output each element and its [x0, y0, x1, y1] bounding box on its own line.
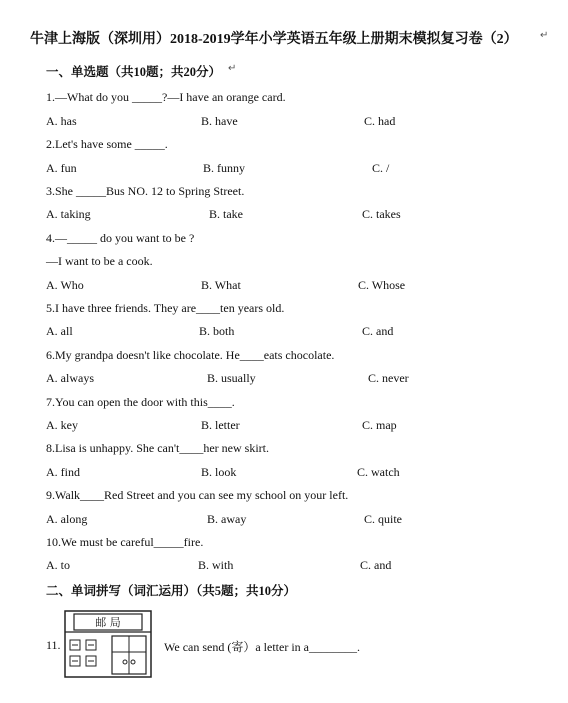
- sign-text: 邮 局: [95, 616, 121, 629]
- option-c: C. and: [362, 324, 394, 338]
- option-a: A. has: [46, 114, 77, 128]
- question-stem: 6.My grandpa doesn't like chocolate. He____eats chocolate.: [46, 348, 335, 362]
- option-b: B. letter: [201, 418, 240, 432]
- option-b: B. look: [201, 465, 237, 479]
- option-a: A. all: [46, 324, 73, 338]
- section-2-heading: 二、单词拼写（词汇运用）（共5题；共10分）: [46, 584, 297, 598]
- option-a: A. always: [46, 371, 94, 385]
- section-1-heading: 一、单选题（共10题；共20分）: [46, 65, 222, 79]
- question-stem: 1.—What do you _____?—I have an orange card.: [46, 90, 286, 104]
- option-c: C. takes: [362, 207, 401, 221]
- question-stem: 10.We must be careful_____fire.: [46, 535, 204, 549]
- option-a: A. key: [46, 418, 78, 432]
- return-mark: ↵: [228, 63, 237, 74]
- question-stem: 5.I have three friends. They are____ten years old.: [46, 301, 285, 315]
- option-a: A. fun: [46, 161, 77, 175]
- option-b: B. usually: [207, 371, 256, 385]
- option-c: C. and: [360, 558, 392, 572]
- option-c: C. quite: [364, 512, 402, 526]
- option-b: B. take: [209, 207, 243, 221]
- option-c: C. /: [372, 161, 390, 175]
- option-b: B. What: [201, 278, 241, 292]
- option-a: A. along: [46, 512, 88, 526]
- question-number: 11.: [46, 638, 61, 652]
- option-a: A. to: [46, 558, 70, 572]
- option-c: C. never: [368, 371, 409, 385]
- post-office-picture: [64, 610, 152, 678]
- option-c: C. Whose: [358, 278, 406, 292]
- question-stem-line-2: —I want to be a cook.: [46, 254, 153, 268]
- option-b: B. have: [201, 114, 238, 128]
- question-stem: 3.She _____Bus NO. 12 to Spring Street.: [46, 184, 245, 198]
- option-a: A. Who: [46, 278, 84, 292]
- option-c: C. watch: [357, 465, 400, 479]
- option-b: B. both: [199, 324, 235, 338]
- option-b: B. funny: [203, 161, 245, 175]
- question-stem: 2.Let's have some _____.: [46, 137, 168, 151]
- question-text: We can send (寄）a letter in a________.: [164, 640, 360, 654]
- option-c: C. had: [364, 114, 396, 128]
- question-stem: 8.Lisa is unhappy. She can't____her new skirt.: [46, 441, 270, 455]
- post-office-icon: [64, 610, 152, 678]
- option-a: A. taking: [46, 207, 91, 221]
- return-mark: ↵: [540, 30, 549, 41]
- document-title: 牛津上海版（深圳用）2018-2019学年小学英语五年级上册期末模拟复习卷（2）: [30, 32, 518, 47]
- question-stem: 9.Walk____Red Street and you can see my school on your left.: [46, 488, 349, 502]
- option-b: B. with: [198, 558, 234, 572]
- option-c: C. map: [362, 418, 397, 432]
- option-b: B. away: [207, 512, 247, 526]
- question-stem: 4.—_____ do you want to be ?: [46, 231, 195, 245]
- option-a: A. find: [46, 465, 80, 479]
- question-stem: 7.You can open the door with this____.: [46, 395, 235, 409]
